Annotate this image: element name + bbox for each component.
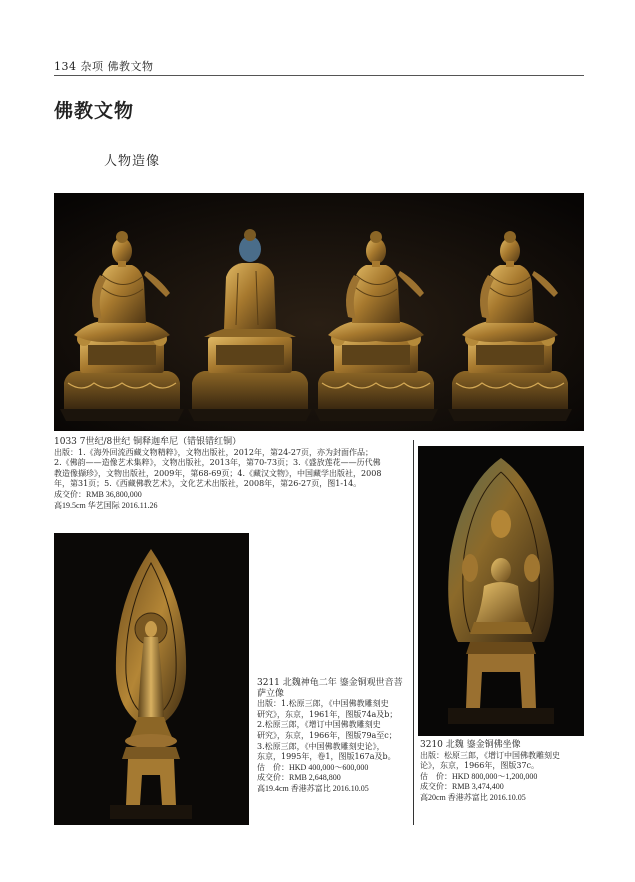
size-and-auction: 高19.4cm 香港苏富比 2016.10.05 bbox=[257, 783, 369, 793]
publication-line: 出版：松原三郎，《增订中国佛教雕刻史 bbox=[420, 750, 560, 760]
page-number: 134 bbox=[54, 60, 77, 73]
sale-price: 成交价：RMB 2,648,800 bbox=[257, 773, 341, 783]
photo-seated-buddha-four-views bbox=[54, 193, 584, 431]
publication-line: 东京，1995年，卷1，图版167a及b。 bbox=[257, 752, 396, 762]
photo-seated-buddha-stele bbox=[418, 446, 584, 736]
publication-line: 2.《佛韵——造像艺术集粹》，文物出版社，2013年，第70-73页；3.《盛放莲花——历代佛 bbox=[54, 458, 381, 468]
publication-line: 研究》，东京，1966年，图版79a至c； bbox=[257, 730, 397, 740]
photo-standing-bodhisattva bbox=[54, 533, 249, 825]
subsection-title: 人物造像 bbox=[104, 154, 161, 169]
estimate: 估 价：HKD 800,000～1,200,000 bbox=[420, 771, 538, 781]
publication-line: 年，第31页；5.《西藏佛教艺术》，文化艺术出版社，2008年，第26-27页，图1-14。 bbox=[54, 479, 362, 489]
lot-caption-1033 bbox=[54, 437, 404, 511]
lot-title: 1033 7世纪/8世纪 铜释迦牟尼（错银错红铜） bbox=[54, 437, 242, 447]
sale-price: 成交价：RMB 3,474,400 bbox=[420, 782, 504, 792]
estimate: 估 价：HKD 400,000～600,000 bbox=[257, 762, 369, 772]
running-title: 杂项 佛教文物 bbox=[80, 60, 154, 73]
publication-line: 论》，东京，1966年，图版37c。 bbox=[420, 761, 540, 771]
publication-line: 出版：1.松原三郎，《中国佛教雕刻史 bbox=[257, 699, 389, 709]
publication-line: 2.松原三郎，《增订中国佛教雕刻史 bbox=[257, 720, 381, 730]
header-rule bbox=[54, 75, 584, 76]
column-divider bbox=[413, 440, 414, 825]
lot-title: 3211 北魏神龟二年 鎏金铜观世音菩萨立像 bbox=[257, 678, 403, 699]
section-title: 佛教文物 bbox=[54, 100, 135, 122]
sale-price: 成交价：RMB 36,800,000 bbox=[54, 489, 142, 499]
publication-line: 出版：1.《海外回流西藏文物精粹》，文物出版社，2012年，第24-27页，亦为封面作品； bbox=[54, 447, 374, 457]
publication-line: 教造像撷珍》，文物出版社，2009年，第68-69页；4.《藏汉文物》，中国藏学出版社，2008 bbox=[54, 468, 382, 478]
size-and-auction: 高19.5cm 华艺国际 2016.11.26 bbox=[54, 500, 158, 510]
running-head bbox=[54, 58, 154, 74]
publication-line: 研究》，东京，1961年，图版74a及b； bbox=[257, 709, 398, 719]
lot-caption-3211 bbox=[257, 678, 409, 795]
size-and-auction: 高20cm 香港苏富比 2016.10.05 bbox=[420, 792, 526, 802]
lot-caption-3210 bbox=[420, 740, 585, 804]
publication-line: 3.松原三郎，《中国佛教雕刻史论》， bbox=[257, 741, 385, 751]
lot-title: 3210 北魏 鎏金铜佛坐像 bbox=[420, 740, 521, 750]
